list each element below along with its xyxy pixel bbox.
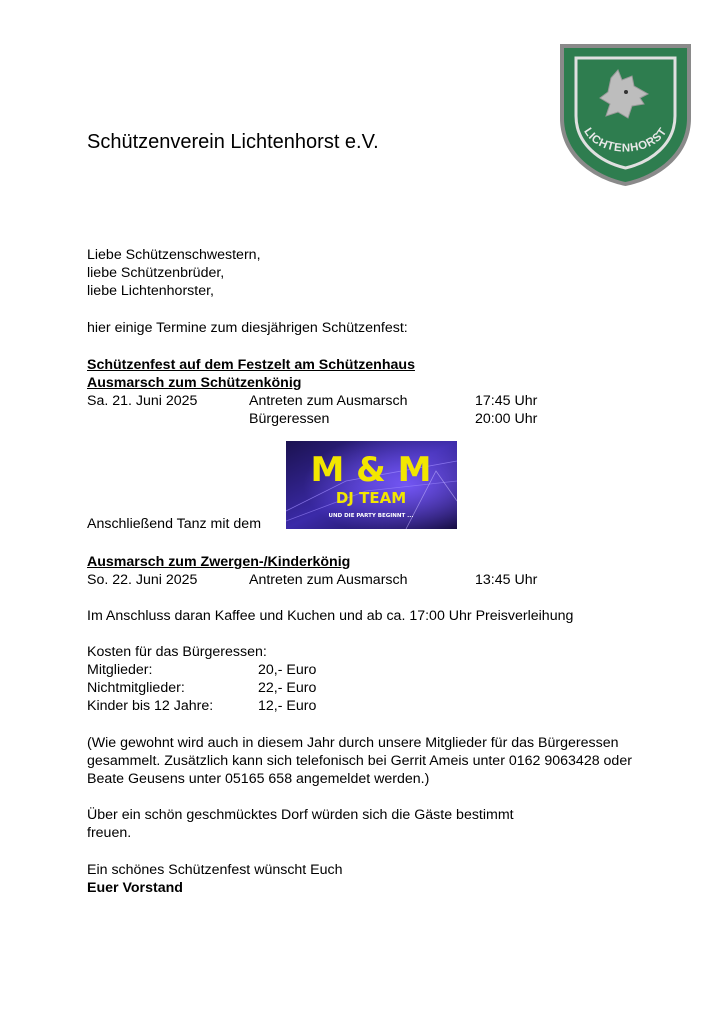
badge-text: LICHTENHORST — [581, 125, 670, 155]
section2-heading: Ausmarsch zum Zwergen-/Kinderkönig — [87, 554, 351, 570]
schedule-time-3: 13:45 Uhr — [475, 572, 538, 588]
intro-text: hier einige Termine zum diesjährigen Schützenfest: — [87, 320, 408, 336]
cost-label-members: Mitglieder: — [87, 662, 153, 678]
schedule-date-3: So. 22. Juni 2025 — [87, 572, 198, 588]
dj-logo-tagline: UND DIE PARTY BEGINNT ... — [328, 513, 414, 519]
cost-price-members: 20,- Euro — [258, 662, 317, 678]
schedule-event-1: Antreten zum Ausmarsch — [249, 393, 408, 409]
cost-price-children: 12,- Euro — [258, 698, 317, 714]
dj-logo-main: M & M — [310, 450, 432, 490]
schedule-time-2: 20:00 Uhr — [475, 411, 538, 427]
note-line-2: gesammelt. Zusätzlich kann sich telefonisch bei Gerrit Ameis unter 0162 9063428 oder — [87, 753, 632, 769]
village-line-2: freuen. — [87, 825, 132, 841]
afterwards-text: Im Anschluss daran Kaffee und Kuchen und ab ca. 17:00 Uhr Preisverleihung — [87, 608, 574, 624]
greeting-line-1: Liebe Schützenschwestern, — [87, 247, 261, 263]
section1-heading-1: Schützenfest auf dem Festzelt am Schützenhaus — [87, 357, 415, 373]
note-line-3: Beate Geusens unter 05165 658 angemeldet werden.) — [87, 771, 430, 787]
dj-team-logo — [286, 441, 457, 529]
schedule-date-1: Sa. 21. Juni 2025 — [87, 393, 198, 409]
village-line-1: Über ein schön geschmücktes Dorf würden sich die Gäste bestimmt — [87, 807, 514, 823]
section1-heading-2: Ausmarsch zum Schützenkönig — [87, 375, 302, 391]
cost-label-nonmembers: Nichtmitglieder: — [87, 680, 185, 696]
closing-line-1: Ein schönes Schützenfest wünscht Euch — [87, 862, 343, 878]
note-line-1: (Wie gewohnt wird auch in diesem Jahr durch unsere Mitglieder für das Bürgeressen — [87, 735, 619, 751]
dj-logo-sub: DJ TEAM — [335, 489, 407, 507]
cost-label-children: Kinder bis 12 Jahre: — [87, 698, 214, 714]
club-title: Schützenverein Lichtenhorst e.V. — [87, 131, 379, 153]
greeting-line-2: liebe Schützenbrüder, — [87, 265, 225, 281]
costs-heading: Kosten für das Bürgeressen: — [87, 644, 267, 660]
schedule-time-1: 17:45 Uhr — [475, 393, 538, 409]
schedule-event-3: Antreten zum Ausmarsch — [249, 572, 408, 588]
greeting-line-3: liebe Lichtenhorster, — [87, 283, 214, 299]
schedule-event-2: Bürgeressen — [249, 411, 330, 427]
dance-text: Anschließend Tanz mit dem — [87, 516, 262, 532]
cost-price-nonmembers: 22,- Euro — [258, 680, 317, 696]
closing-signature: Euer Vorstand — [87, 880, 183, 896]
club-badge-icon — [556, 40, 695, 188]
